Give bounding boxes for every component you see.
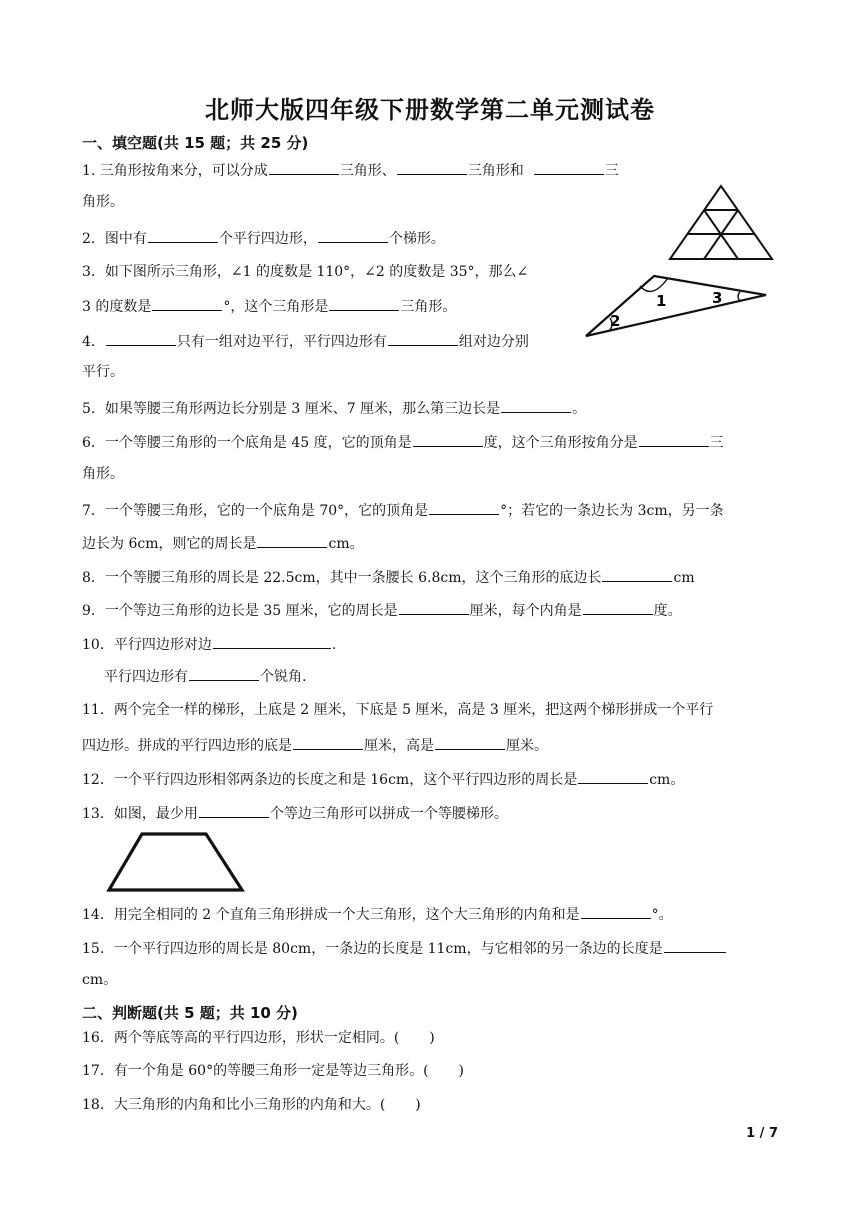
question-4-cont: 平行。: [82, 364, 124, 380]
answer-blank[interactable]: [189, 665, 259, 681]
answer-blank[interactable]: [501, 397, 571, 413]
answer-blank[interactable]: [257, 532, 327, 548]
answer-blank[interactable]: [429, 499, 499, 515]
angle-3-label: 3: [712, 289, 723, 307]
question-11: 11．两个完全一样的梯形，上底是 2 厘米，下底是 5 厘米，高是 3 厘米，把这两个梯形拼成一个平行: [82, 702, 714, 718]
question-8: 8．一个等腰三角形的周长是 22.5cm，其中一条腰长 6.8cm，这个三角形的底边长 cm: [82, 566, 695, 588]
answer-blank[interactable]: [213, 633, 331, 649]
question-1: 1. 三角形按角来分，可以分成 三角形、 三角形和 三: [82, 159, 619, 181]
answer-blank[interactable]: [435, 734, 505, 750]
question-14: 14．用完全相同的 2 个直角三角形拼成一个大三角形，这个大三角形的内角和是 °。: [82, 903, 673, 925]
answer-blank[interactable]: [106, 330, 176, 346]
question-3: 3．如下图所示三角形，∠1 的度数是 110°，∠2 的度数是 35°，那么∠: [82, 264, 529, 280]
question-13: 13．如图，最少用 个等边三角形可以拼成一个等腰梯形。: [82, 802, 508, 824]
question-4: 4． 只有一组对边平行，平行四边形有 组对边分别: [82, 330, 529, 352]
answer-blank[interactable]: [152, 295, 222, 311]
angle-triangle-figure: [580, 272, 770, 340]
question-10-cont: 平行四边形有 个锐角.: [104, 665, 306, 687]
question-5: 5．如果等腰三角形两边长分别是 3 厘米、7 厘米，那么第三边长是 。: [82, 397, 586, 419]
answer-blank[interactable]: [148, 227, 218, 243]
section-heading-fill-in: 一、填空题(共 15 题；共 25 分): [82, 134, 309, 152]
page-number: 1 / 7: [746, 1126, 778, 1141]
answer-blank[interactable]: [399, 599, 469, 615]
answer-blank[interactable]: [602, 566, 672, 582]
question-12: 12．一个平行四边形相邻两条边的长度之和是 16cm，这个平行四边形的周长是 cm。: [82, 768, 684, 790]
answer-blank[interactable]: [639, 431, 709, 447]
question-15: 15．一个平行四边形的周长是 80cm，一条边的长度是 11cm，与它相邻的另一条边的长度是: [82, 937, 727, 959]
question-2: 2．图中有 个平行四边形， 个梯形。: [82, 227, 445, 249]
question-6: 6．一个等腰三角形的一个底角是 45 度，它的顶角是 度，这个三角形按角分是 三: [82, 431, 724, 453]
answer-blank[interactable]: [329, 295, 399, 311]
answer-blank[interactable]: [534, 159, 604, 175]
subdivided-triangle-figure: [666, 183, 776, 261]
answer-blank[interactable]: [318, 227, 388, 243]
answer-blank[interactable]: [397, 159, 467, 175]
angle-2-label: 2: [610, 312, 621, 330]
question-17: 17．有一个角是 60°的等腰三角形一定是等边三角形。( ): [82, 1063, 465, 1079]
question-18: 18．大三角形的内角和比小三角形的内角和大。( ): [82, 1097, 421, 1113]
question-11-cont: 四边形。拼成的平行四边形的底是 厘米，高是 厘米。: [82, 734, 548, 756]
answer-blank[interactable]: [388, 330, 458, 346]
answer-blank[interactable]: [199, 802, 269, 818]
angle-1-label: 1: [656, 292, 667, 310]
question-9: 9．一个等边三角形的边长是 35 厘米，它的周长是 厘米，每个内角是 度。: [82, 599, 682, 621]
question-3-cont: 3 的度数是 °，这个三角形是 三角形。: [82, 295, 456, 317]
question-7: 7．一个等腰三角形，它的一个底角是 70°，它的顶角是 °；若它的一条边长为 3cm，另一条: [82, 499, 724, 521]
question-16: 16．两个等底等高的平行四边形，形状一定相同。( ): [82, 1030, 435, 1046]
answer-blank[interactable]: [583, 599, 653, 615]
answer-blank[interactable]: [581, 903, 651, 919]
page-title: 北师大版四年级下册数学第二单元测试卷: [205, 96, 655, 124]
section-heading-true-false: 二、判断题(共 5 题；共 10 分): [82, 1004, 298, 1022]
question-1-cont: 角形。: [82, 194, 124, 210]
answer-blank[interactable]: [269, 159, 339, 175]
trapezoid-figure: [104, 830, 248, 896]
question-7-cont: 边长为 6cm，则它的周长是 cm。: [82, 532, 364, 554]
answer-blank[interactable]: [293, 734, 363, 750]
answer-blank[interactable]: [413, 431, 483, 447]
question-6-cont: 角形。: [82, 466, 124, 482]
question-15-cont: cm。: [82, 972, 118, 988]
question-10: 10．平行四边形对边 .: [82, 633, 336, 655]
answer-blank[interactable]: [664, 937, 726, 953]
answer-blank[interactable]: [578, 768, 648, 784]
